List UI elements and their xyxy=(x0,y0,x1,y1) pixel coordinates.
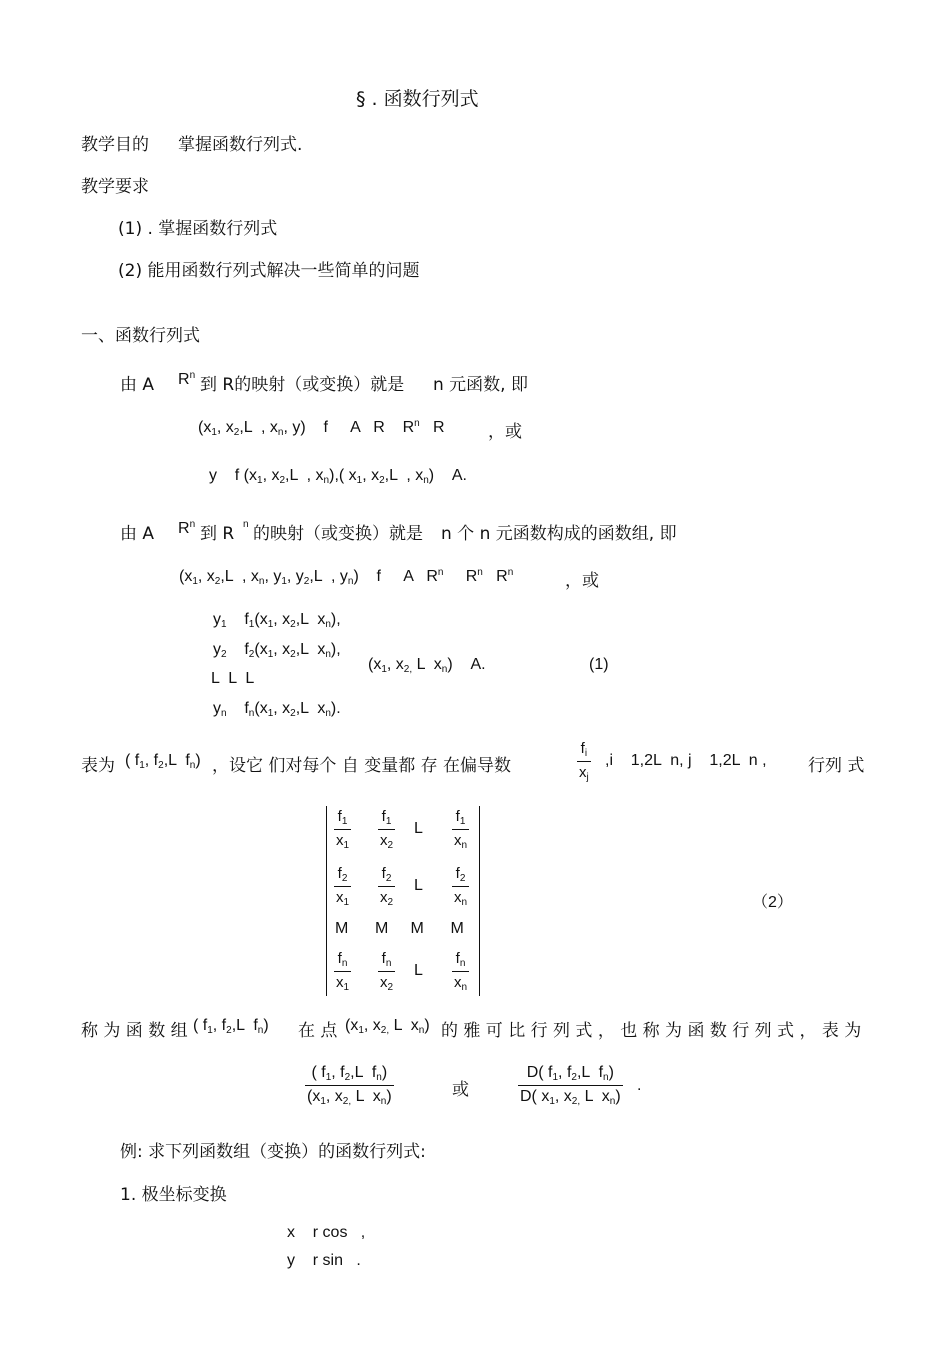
det-entry: $f_2$ $x_n$ xyxy=(454,865,468,908)
para2-c: 的映射（或变换）就是 xyxy=(253,524,423,544)
para-derivative-c: 行列 式 xyxy=(808,756,865,776)
index-range: ,i 1,2L n, j 1,2L n , xyxy=(605,752,767,769)
requirement-item-1: (1) . 掌握函数行列式 xyxy=(118,219,278,239)
para2-rn: $R^n$ xyxy=(178,519,196,537)
det-entry: $f_1$ $x_2$ xyxy=(380,808,394,851)
system-row-dots: L L L xyxy=(211,670,255,687)
or-text: 或 xyxy=(452,1080,469,1100)
objective-text: 掌握函数行列式. xyxy=(178,135,303,155)
det-dots: L xyxy=(414,820,423,837)
para1-b: 到 R的映射（或变换）就是 xyxy=(200,375,405,395)
system-domain: ($x_1$, $x_{2,}$ L $x_n$) A. xyxy=(368,656,486,675)
det-entry: $f_n$ $x_n$ xyxy=(454,950,468,993)
func-group-1: ( $f_1$, $f_2,L$ $f_n$) xyxy=(125,752,201,771)
para1-rn: $R^n$ xyxy=(178,370,196,388)
para2-a: 由 A xyxy=(120,524,155,544)
det-vdots-row: M M M M xyxy=(335,920,464,937)
jacobian-notation-partial: ( $f_1$, $f_2,L$ $f_n$) ($x_1$, $x_{2,}$ L $x_n$) xyxy=(307,1064,392,1107)
para-jacobian-b: 在 点 xyxy=(298,1021,338,1041)
comma-or-2: ，或 xyxy=(565,571,599,591)
equation-number-2: （2） xyxy=(752,894,793,911)
func-group-2: ( $f_1$, $f_2,L$ $f_n$) xyxy=(193,1017,269,1036)
equation-function: y f ($x_1$, $x_2,L$ , $x_n$),( $x_1$, $x_2,L$ , $x_n$) A. xyxy=(209,467,467,486)
section-heading: 一、函数行列式 xyxy=(81,326,200,346)
det-right-bar xyxy=(479,806,480,996)
example-1-label: 1. 极坐标变换 xyxy=(120,1185,227,1205)
para-jacobian-c: 的 雅 可 比 行 列 式 ， 也 称 为 函 数 行 列 式 ， 表 为 xyxy=(441,1021,862,1041)
det-entry: $f_2$ $x_1$ xyxy=(336,865,350,908)
para-derivative-b: ，设它 们对每个 自 变量都 存 在偏导数 xyxy=(212,756,512,776)
para2-b: 到 R xyxy=(200,524,235,544)
polar-x: x r cos , xyxy=(287,1224,366,1241)
para-jacobian-a: 称 为 函 数 组 xyxy=(81,1021,188,1041)
comma-or-1: ，或 xyxy=(488,422,522,442)
partial-fraction: $f_i$ $x_j$ xyxy=(579,740,589,783)
system-row-n: $y_n$ $f_n(x_1$, $x_2,L$ $x_n$). xyxy=(213,700,341,719)
objective-label: 教学目的 xyxy=(81,135,149,155)
equation-map: ($x_1$, $x_2,L$ , $x_n$, y) f A R $R^n$ R xyxy=(198,418,445,438)
det-entry: $f_1$ $x_1$ xyxy=(336,808,350,851)
example-heading: 例: 求下列函数组（变换）的函数行列式: xyxy=(120,1142,426,1162)
period: . xyxy=(637,1077,642,1094)
point-coords: ($x_1$, $x_{2,}$ L $x_n$) xyxy=(345,1017,430,1036)
equation-number-1: (1) xyxy=(589,656,609,673)
det-entry: $f_n$ $x_1$ xyxy=(336,950,350,993)
jacobian-notation-d: D( $f_1$, $f_2,L$ $f_n$) D( $x_1$, $x_{2,}$ L $x_n$) xyxy=(520,1064,621,1107)
para-derivative-a: 表为 xyxy=(81,756,115,776)
det-entry: $f_n$ $x_2$ xyxy=(380,950,394,993)
para1-c: n 元函数, 即 xyxy=(433,375,528,395)
det-dots: L xyxy=(414,962,423,979)
page-title: § . 函数行列式 xyxy=(356,88,479,110)
det-entry: $f_1$ $x_n$ xyxy=(454,808,468,851)
para2-d: n 个 n 元函数构成的函数组, 即 xyxy=(441,524,677,544)
para2-n-sup: n xyxy=(243,519,249,530)
det-left-bar xyxy=(326,806,327,996)
det-dots: L xyxy=(414,877,423,894)
system-row-1: $y_1$ $f_1(x_1$, $x_2,L$ $x_n$), xyxy=(213,611,341,630)
equation-map-2: ($x_1$, $x_2,L$ , $x_n$, $y_1$, $y_2,L$ , $y_n$) f A $R^n$ $R^n$ $R^n$ xyxy=(179,567,514,587)
requirement-item-2: (2) 能用函数行列式解决一些简单的问题 xyxy=(118,261,420,281)
para1-a: 由 A xyxy=(120,375,155,395)
system-row-2: $y_2$ $f_2(x_1$, $x_2,L$ $x_n$), xyxy=(213,641,341,660)
requirements-label: 教学要求 xyxy=(81,177,149,197)
det-entry: $f_2$ $x_2$ xyxy=(380,865,394,908)
polar-y: y r sin . xyxy=(287,1252,361,1269)
